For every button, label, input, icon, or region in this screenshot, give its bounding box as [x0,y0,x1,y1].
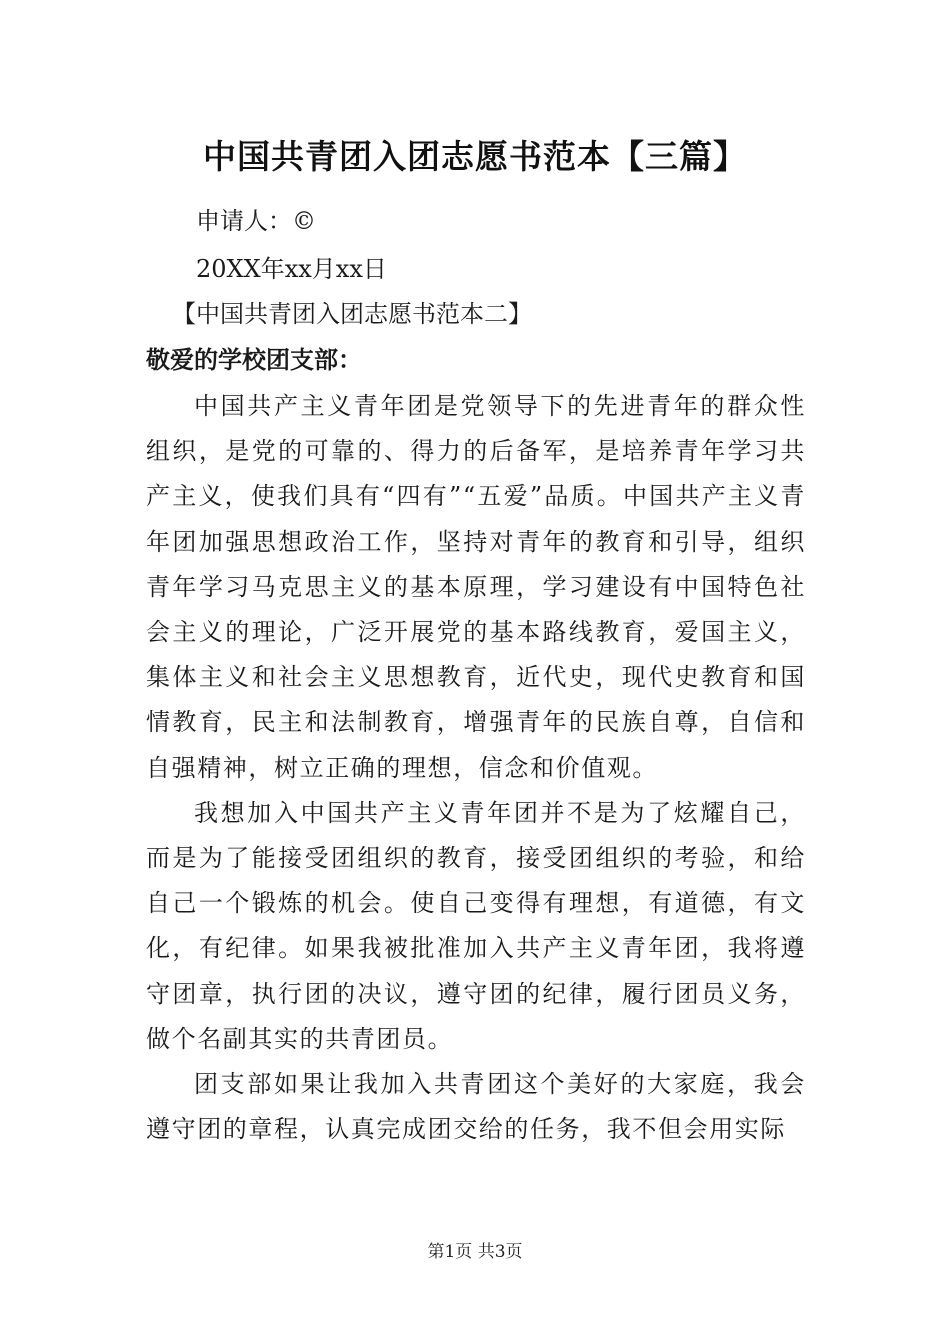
body-paragraph: 中国共产主义青年团是党领导下的先进青年的群众性组织，是党的可靠的、得力的后备军，是培养青年学习共产主义，使我们具有“四有”“五爱”品质。中国共产主义青年团加强思想政治工作，坚持对青年的教育和引导，组织青年学习马克思主义的基本原理，学习建设有中国特色社会主义的理论，广泛开展党的基本路线教育，爱国主义，集体主义和社会主义思想教育，近代史，现代史教育和国情教育，民主和法制教育，增强青年的民族自尊，自信和自强精神，树立正确的理想，信念和价值观。 [146,392,806,782]
applicant-line: 申请人：© [196,207,316,235]
page-number: 第1页 共3页 [427,1242,523,1262]
document-title: 中国共青团入团志愿书范本【三篇】 [203,137,747,176]
body-paragraph: 团支部如果让我加入共青团这个美好的大家庭，我会遵守团的章程，认真完成团交给的任务，我不但会用实际 [146,1070,806,1144]
salutation: 敬爱的学校团支部： [146,345,362,374]
date-line: 20XX年xx月xx日 [196,255,387,283]
body-paragraph: 我想加入中国共产主义青年团并不是为了炫耀自己，而是为了能接受团组织的教育，接受团组织的考验，和给自己一个锻炼的机会。使自己变得有理想，有道德，有文化，有纪律。如果我被批准加入共产主义青年团，我将遵守团章，执行团的决议，遵守团的纪律，履行团员义务，做个名副其实的共青团员。 [146,798,806,1053]
section-heading: 【中国共青团入团志愿书范本二】 [172,300,532,328]
letter-body [146,384,806,1152]
